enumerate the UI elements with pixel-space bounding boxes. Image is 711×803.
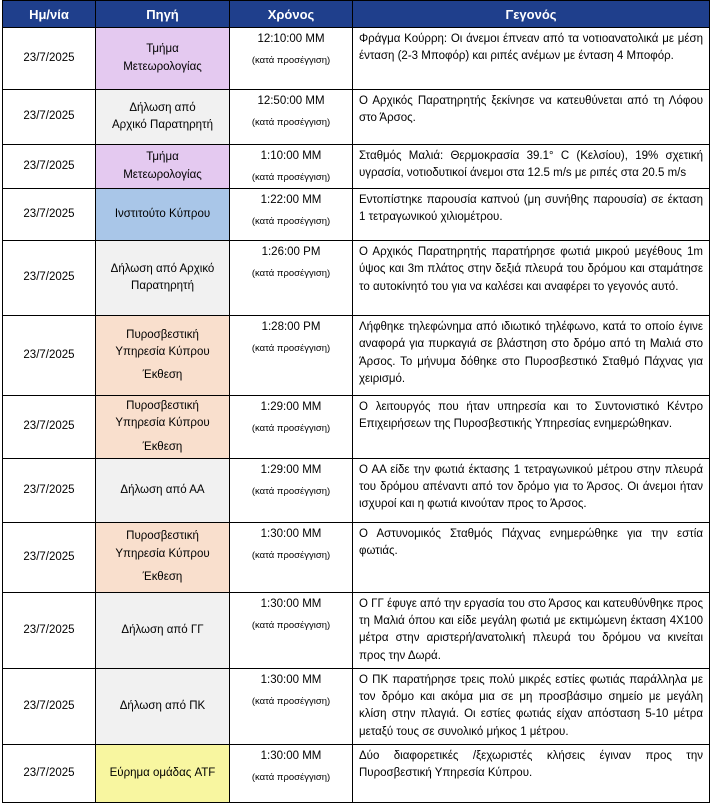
time-approx-label: (κατά προσέγγιση) xyxy=(251,268,331,280)
cell-date: 23/7/2025 xyxy=(3,316,96,396)
cell-time xyxy=(230,90,353,145)
table-row xyxy=(3,145,710,189)
time-approx-label: (κατά προσέγγιση) xyxy=(251,550,331,561)
source-line: Υπηρεσία Κύπρου xyxy=(115,547,210,560)
time-approx-label: (κατά προσέγγιση) xyxy=(251,620,331,631)
cell-source xyxy=(96,458,230,522)
source-report-label: Έκθεση xyxy=(142,440,183,453)
cell-source xyxy=(96,145,230,189)
time-value: 1:26:00 PM xyxy=(261,246,321,258)
table-row xyxy=(3,396,710,459)
time-approx-label: (κατά προσέγγιση) xyxy=(251,423,331,435)
cell-event: Λήφθηκε τηλεφώνημα από ιδιωτικό τηλέφωνο, κατά το οποίο έγινε αναφορά για πυρκαγιά σε βλάστηση στο δρόμο από τη Μαλιά στο Άρσος. Το μήνυμα δόθηκε στο Πυροσβεστικό Σταθμό Πάχνας για χειρισμό. xyxy=(353,316,710,396)
cell-source xyxy=(96,241,230,316)
time-value: 1:29:00 MM xyxy=(260,463,322,476)
cell-event: Ο ΑΑ είδε την φωτιά έκτασης 1 τετραγωνικού μέτρου στην πλευρά του δρόμου απέναντι από τον δρόμο για το Άρσος. Οι άνεμοι ήταν ισχυροί και η φωτιά κινούταν προς το Άρσος. xyxy=(353,458,710,522)
source-line: Ινστιτούτο Κύπρου xyxy=(114,207,211,220)
cell-event: Ο ΠΚ παρατήρησε τρεις πολύ μικρές εστίες φωτιάς παράλληλα με τον δρόμο και ακόμα μια σε μη προσβάσιμο σημείο με μεγάλη κλίση στην πλαγιά. Οι εστίες φωτιάς είχαν απόσταση 5-10 μέτρα μεταξύ τους σε συνολικό μήκος 1 μέτρου. xyxy=(353,668,710,744)
cell-event: Ο λειτουργός που ήταν υπηρεσία και το Συντονιστικό Κέντρο Επιχειρήσεων της Πυροσβεστικής Υπηρεσίας ενημερώθηκαν. xyxy=(353,396,710,459)
cell-event: Φράγμα Κούρρη: Οι άνεμοι έπνεαν από τα νοτιοανατολικά με μέση ένταση (2-3 Μποφόρ) και ριπές ανέμων με ένταση 4 Μποφόρ. xyxy=(353,28,710,90)
source-line: Πυροσβεστική xyxy=(126,530,199,543)
header-source: Πηγή xyxy=(96,1,230,28)
table-header-row xyxy=(3,1,710,28)
source-line: Δήλωση από Αρχικό xyxy=(110,262,215,275)
time-approx-label: (κατά προσέγγιση) xyxy=(251,172,331,184)
cell-date: 23/7/2025 xyxy=(3,145,96,189)
cell-source xyxy=(96,592,230,668)
time-approx-label: (κατά προσέγγιση) xyxy=(251,343,331,355)
cell-source xyxy=(96,744,230,802)
time-approx-label: (κατά προσέγγιση) xyxy=(251,696,331,707)
table-row xyxy=(3,28,710,90)
cell-source xyxy=(96,668,230,744)
cell-time xyxy=(230,592,353,668)
source-line: Εύρημα ομάδας ATF xyxy=(109,766,216,779)
cell-date: 23/7/2025 xyxy=(3,241,96,316)
cell-time xyxy=(230,241,353,316)
source-line: Μετεωρολογίας xyxy=(123,168,202,181)
time-approx-label: (κατά προσέγγιση) xyxy=(251,216,331,228)
source-line: Παρατηρητή xyxy=(131,280,194,292)
table-row xyxy=(3,90,710,145)
table-row xyxy=(3,241,710,316)
cell-source xyxy=(96,189,230,241)
source-line: Δήλωση από xyxy=(129,101,196,114)
cell-event: Ο Αρχικός Παρατηρητής παρατήρησε φωτιά μικρού μεγέθους 1m ύψος και 3m πλάτος στην δεξιά πλευρά του δρόμου και σταμάτησε το αυτοκίνητό του για να καλέσει και αναφέρει το γεγονός αυτό. xyxy=(353,241,710,316)
cell-source xyxy=(96,316,230,396)
cell-date: 23/7/2025 xyxy=(3,458,96,522)
time-value: 12:10:00 MM xyxy=(257,33,325,45)
time-value: 1:30:00 MM xyxy=(260,749,322,762)
header-date: Ημ/νία xyxy=(3,1,96,28)
time-approx-label: (κατά προσέγγιση) xyxy=(251,486,331,497)
cell-time xyxy=(230,396,353,459)
time-value: 1:30:00 MM xyxy=(260,673,322,686)
cell-time xyxy=(230,316,353,396)
cell-time xyxy=(230,668,353,744)
source-line: Δήλωση από ΓΓ xyxy=(121,623,204,636)
cell-event: Ο Αστυνομικός Σταθμός Πάχνας ενημερώθηκε για την εστία φωτιάς. xyxy=(353,522,710,592)
cell-date: 23/7/2025 xyxy=(3,668,96,744)
source-line: Τμήμα xyxy=(146,151,179,164)
timeline-table xyxy=(2,0,710,803)
source-report-label: Έκθεση xyxy=(142,369,183,382)
cell-date: 23/7/2025 xyxy=(3,189,96,241)
cell-time xyxy=(230,744,353,802)
cell-event: Εντοπίστηκε παρουσία καπνού (μη συνήθης παρουσία) σε έκταση 1 τετραγωνικού χιλιομέτρου. xyxy=(353,189,710,241)
table-row xyxy=(3,592,710,668)
source-line: Πυροσβεστική xyxy=(126,328,199,341)
source-line: Τμήμα xyxy=(146,43,179,56)
cell-time xyxy=(230,189,353,241)
time-value: 1:30:00 MM xyxy=(260,527,322,540)
table-row xyxy=(3,189,710,241)
table-row xyxy=(3,522,710,592)
time-value: 1:29:00 MM xyxy=(260,401,322,413)
cell-event: Ο ΓΓ έφυγε από την εργασία του στο Άρσος και κατευθύνθηκε προς τη Μαλιά όπου και είδε μεγάλη φωτιά με εκτιμώμενη έκταση 4Χ100 μέτρα στην αριστερή/ανατολική πλευρά του δρόμου να κινείται προς την Δωρά. xyxy=(353,592,710,668)
cell-source xyxy=(96,28,230,90)
time-value: 1:28:00 PM xyxy=(261,321,321,333)
source-report-label: Έκθεση xyxy=(142,570,183,583)
cell-date: 23/7/2025 xyxy=(3,396,96,459)
table-row xyxy=(3,458,710,522)
time-value: 1:30:00 MM xyxy=(260,597,322,610)
header-event: Γεγονός xyxy=(353,1,710,28)
cell-event: Ο Αρχικός Παρατηρητής ξεκίνησε να κατευθύνεται από τη Λόφου στο Άρσος. xyxy=(353,90,710,145)
cell-time xyxy=(230,145,353,189)
cell-time xyxy=(230,28,353,90)
time-value: 1:22:00 MM xyxy=(260,194,322,206)
cell-time xyxy=(230,522,353,592)
time-approx-label: (κατά προσέγγιση) xyxy=(251,772,331,783)
time-value: 1:10:00 MM xyxy=(260,150,322,162)
source-line: Δήλωση από ΑΑ xyxy=(120,483,205,496)
source-line: Υπηρεσία Κύπρου xyxy=(115,345,210,358)
cell-time xyxy=(230,458,353,522)
time-approx-label: (κατά προσέγγιση) xyxy=(251,117,331,129)
cell-event: Σταθμός Μαλιά: Θερμοκρασία 39.1° C (Κελσίου), 19% σχετική υγρασία, νοτιοδυτικοί άνεμοι στα 12.5 m/s με ριπές στα 20.5 m/s xyxy=(353,145,710,189)
cell-source xyxy=(96,522,230,592)
cell-date: 23/7/2025 xyxy=(3,90,96,145)
source-line: Υπηρεσία Κύπρου xyxy=(115,417,210,430)
time-value: 12:50:00 MM xyxy=(257,95,325,107)
table-body xyxy=(3,28,710,803)
table-row xyxy=(3,668,710,744)
cell-date: 23/7/2025 xyxy=(3,522,96,592)
source-line: Αρχικό Παρατηρητή xyxy=(112,119,213,131)
header-time: Χρόνος xyxy=(230,1,353,28)
source-line: Μετεωρολογίας xyxy=(123,60,202,73)
cell-event: Δύο διαφορετικές /ξεχωριστές κλήσεις έγιναν προς την Πυροσβεστική Υπηρεσία Κύπρου. xyxy=(353,744,710,802)
table-row xyxy=(3,316,710,396)
table-row xyxy=(3,744,710,802)
source-line: Δήλωση από ΠΚ xyxy=(119,699,206,712)
cell-date: 23/7/2025 xyxy=(3,744,96,802)
cell-date: 23/7/2025 xyxy=(3,28,96,90)
cell-date: 23/7/2025 xyxy=(3,592,96,668)
cell-source xyxy=(96,396,230,459)
time-approx-label: (κατά προσέγγιση) xyxy=(251,55,331,67)
cell-source xyxy=(96,90,230,145)
source-line: Πυροσβεστική xyxy=(126,400,199,412)
